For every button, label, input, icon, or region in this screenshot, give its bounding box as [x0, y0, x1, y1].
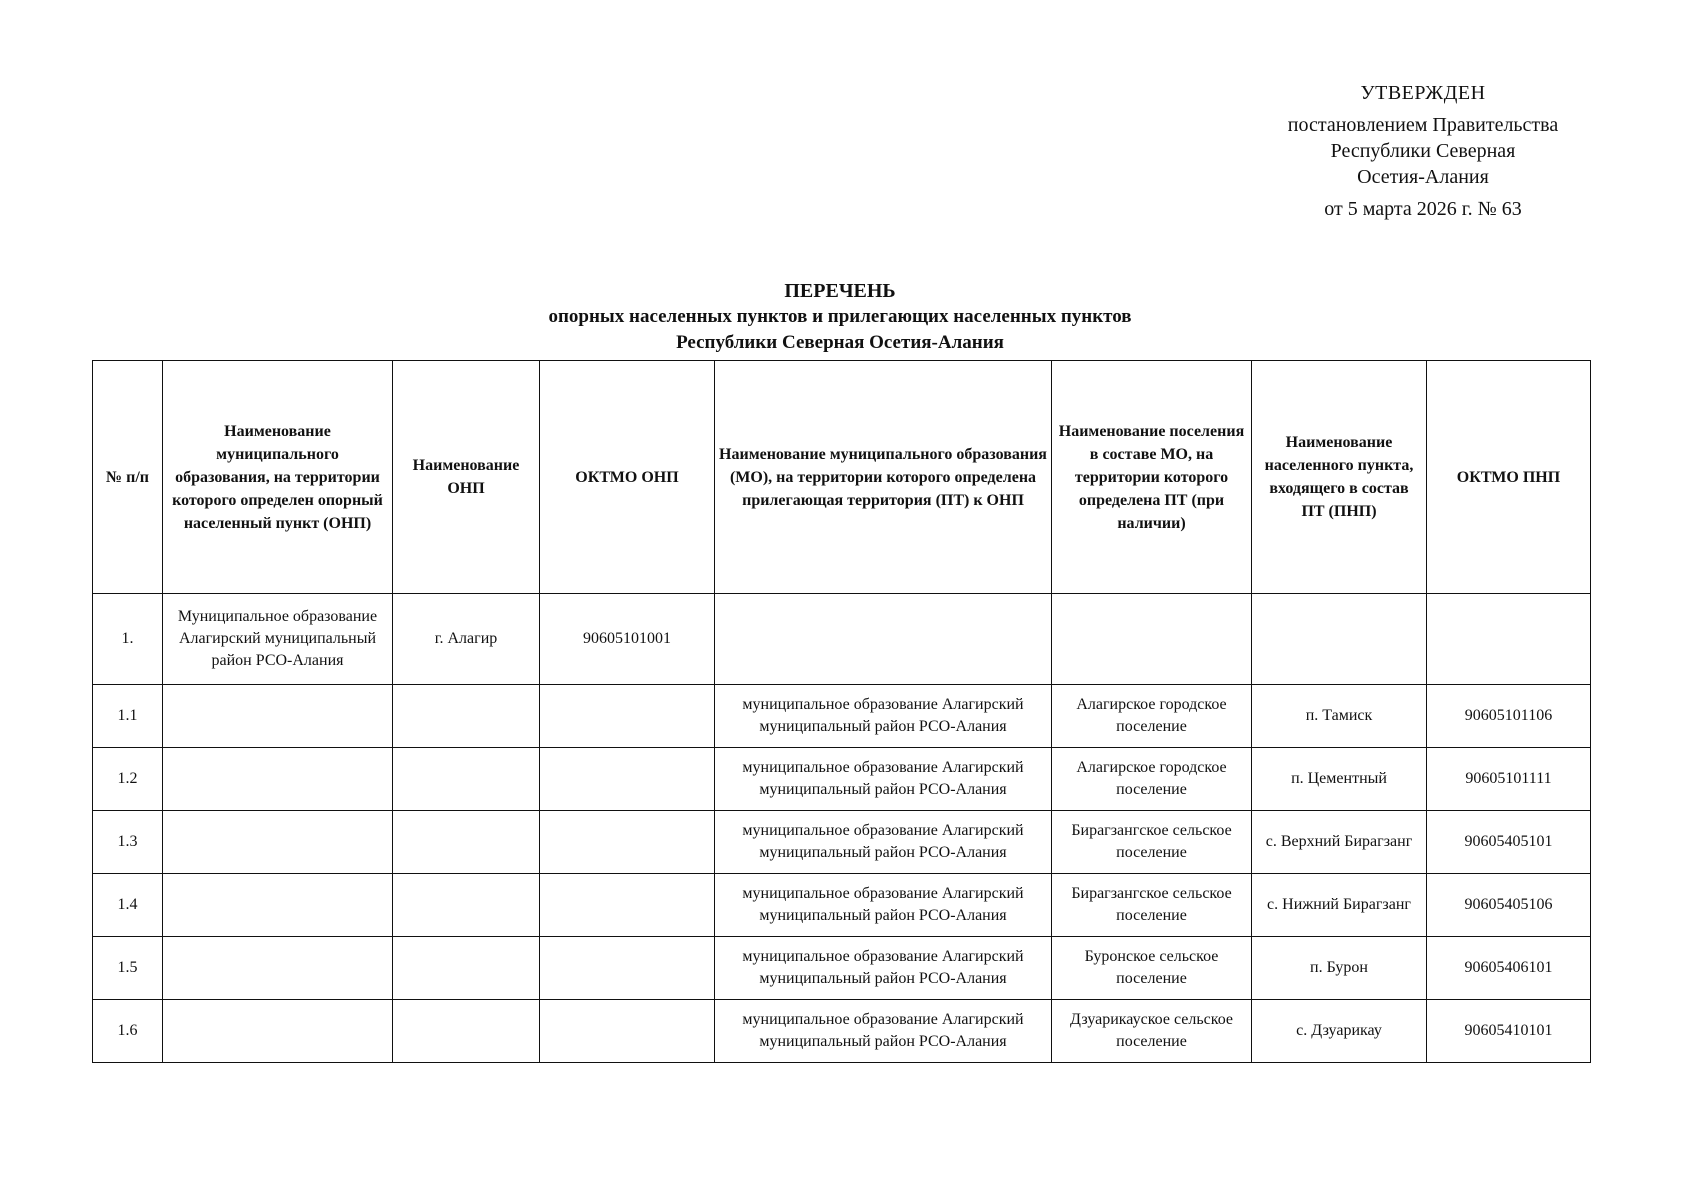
cell-settlement: Бирагзангское сельское поселение: [1052, 811, 1252, 874]
cell-oktmo-onp: [540, 1000, 715, 1063]
approval-line-1: постановлением Правительства: [1287, 114, 1559, 136]
cell-settlement: Буронское сельское поселение: [1052, 937, 1252, 1000]
header-oktmo-pnp: ОКТМО ПНП: [1427, 361, 1591, 594]
table-row: [93, 1000, 1591, 1063]
cell-onp-mo: [163, 748, 393, 811]
cell-onp-name: [393, 685, 540, 748]
cell-pnp-name: с. Нижний Бирагзанг: [1252, 874, 1427, 937]
cell-pt-mo: муниципальное образование Алагирский муниципальный район РСО-Алания: [715, 685, 1052, 748]
approval-title: УТВЕРЖДЕН: [1360, 82, 1486, 104]
cell-oktmo-onp: [540, 685, 715, 748]
settlements-table: [92, 360, 1591, 1063]
cell-oktmo-pnp: 90605101111: [1427, 748, 1591, 811]
cell-onp-mo: [163, 1000, 393, 1063]
cell-pnp-name: п. Бурон: [1252, 937, 1427, 1000]
table-row: [93, 685, 1591, 748]
cell-oktmo-onp: [540, 748, 715, 811]
header-onp-name: Наименование ОНП: [393, 361, 540, 594]
cell-num: 1.6: [93, 1000, 163, 1063]
cell-oktmo-onp: [540, 874, 715, 937]
approval-line-3: Осетия-Алания: [1357, 166, 1489, 188]
cell-onp-name: г. Алагир: [393, 594, 540, 685]
table-row: [93, 937, 1591, 1000]
approval-date-number: от 5 марта 2026 г. № 63: [1324, 198, 1522, 220]
cell-pnp-name: п. Тамиск: [1252, 685, 1427, 748]
cell-pnp-name: п. Цементный: [1252, 748, 1427, 811]
document-subtitle-2: Республики Северная Осетия-Алания: [676, 332, 1004, 353]
cell-settlement: Алагирское городское поселение: [1052, 685, 1252, 748]
table-row: [93, 811, 1591, 874]
header-onp-mo: Наименование муниципального образования, на территории которого определен опорный населенный пункт (ОНП): [163, 361, 393, 594]
cell-pnp-name: с. Дзуарикау: [1252, 1000, 1427, 1063]
cell-oktmo-pnp: 90605101106: [1427, 685, 1591, 748]
cell-pt-mo: муниципальное образование Алагирский муниципальный район РСО-Алания: [715, 1000, 1052, 1063]
cell-num: 1.2: [93, 748, 163, 811]
cell-pnp-name: [1252, 594, 1427, 685]
cell-pt-mo: муниципальное образование Алагирский муниципальный район РСО-Алания: [715, 811, 1052, 874]
cell-onp-name: [393, 874, 540, 937]
header-pnp-name: Наименование населенного пункта, входящего в состав ПТ (ПНП): [1252, 361, 1427, 594]
header-num: № п/п: [93, 361, 163, 594]
cell-pt-mo: муниципальное образование Алагирский муниципальный район РСО-Алания: [715, 874, 1052, 937]
cell-settlement: Бирагзангское сельское поселение: [1052, 874, 1252, 937]
cell-num: 1.1: [93, 685, 163, 748]
cell-oktmo-pnp: 90605405106: [1427, 874, 1591, 937]
cell-oktmo-pnp: 90605410101: [1427, 1000, 1591, 1063]
table-row: [93, 874, 1591, 937]
document-title: ПЕРЕЧЕНЬ: [784, 280, 896, 302]
header-oktmo-onp: ОКТМО ОНП: [540, 361, 715, 594]
cell-num: 1.4: [93, 874, 163, 937]
cell-settlement: Алагирское городское поселение: [1052, 748, 1252, 811]
cell-pt-mo: муниципальное образование Алагирский муниципальный район РСО-Алания: [715, 937, 1052, 1000]
cell-onp-mo: [163, 811, 393, 874]
cell-pnp-name: с. Верхний Бирагзанг: [1252, 811, 1427, 874]
cell-onp-name: [393, 811, 540, 874]
approval-stamp: [1268, 80, 1578, 222]
cell-oktmo-pnp: [1427, 594, 1591, 685]
cell-oktmo-onp: 90605101001: [540, 594, 715, 685]
cell-onp-mo: [163, 685, 393, 748]
header-settlement: Наименование поселения в составе МО, на территории которого определена ПТ (при наличии): [1052, 361, 1252, 594]
cell-settlement: [1052, 594, 1252, 685]
cell-pt-mo: [715, 594, 1052, 685]
cell-oktmo-onp: [540, 937, 715, 1000]
cell-pt-mo: муниципальное образование Алагирский муниципальный район РСО-Алания: [715, 748, 1052, 811]
approval-line-2: Республики Северная: [1330, 140, 1516, 162]
table-row: [93, 594, 1591, 685]
cell-num: 1.3: [93, 811, 163, 874]
cell-num: 1.5: [93, 937, 163, 1000]
document-subtitle-1: опорных населенных пунктов и прилегающих населенных пунктов: [548, 306, 1132, 327]
table-header-row: [93, 361, 1591, 594]
table-row: [93, 748, 1591, 811]
cell-settlement: Дзуарикауское сельское поселение: [1052, 1000, 1252, 1063]
cell-oktmo-pnp: 90605405101: [1427, 811, 1591, 874]
cell-onp-name: [393, 748, 540, 811]
cell-oktmo-onp: [540, 811, 715, 874]
cell-oktmo-pnp: 90605406101: [1427, 937, 1591, 1000]
cell-onp-mo: [163, 937, 393, 1000]
cell-num: 1.: [93, 594, 163, 685]
document-header: [90, 278, 1590, 356]
cell-onp-name: [393, 937, 540, 1000]
cell-onp-mo: Муниципальное образование Алагирский муниципальный район РСО-Алания: [163, 594, 393, 685]
cell-onp-name: [393, 1000, 540, 1063]
header-pt-mo: Наименование муниципального образования (МО), на территории которого определена прилегающая территория (ПТ) к ОНП: [715, 361, 1052, 594]
cell-onp-mo: [163, 874, 393, 937]
